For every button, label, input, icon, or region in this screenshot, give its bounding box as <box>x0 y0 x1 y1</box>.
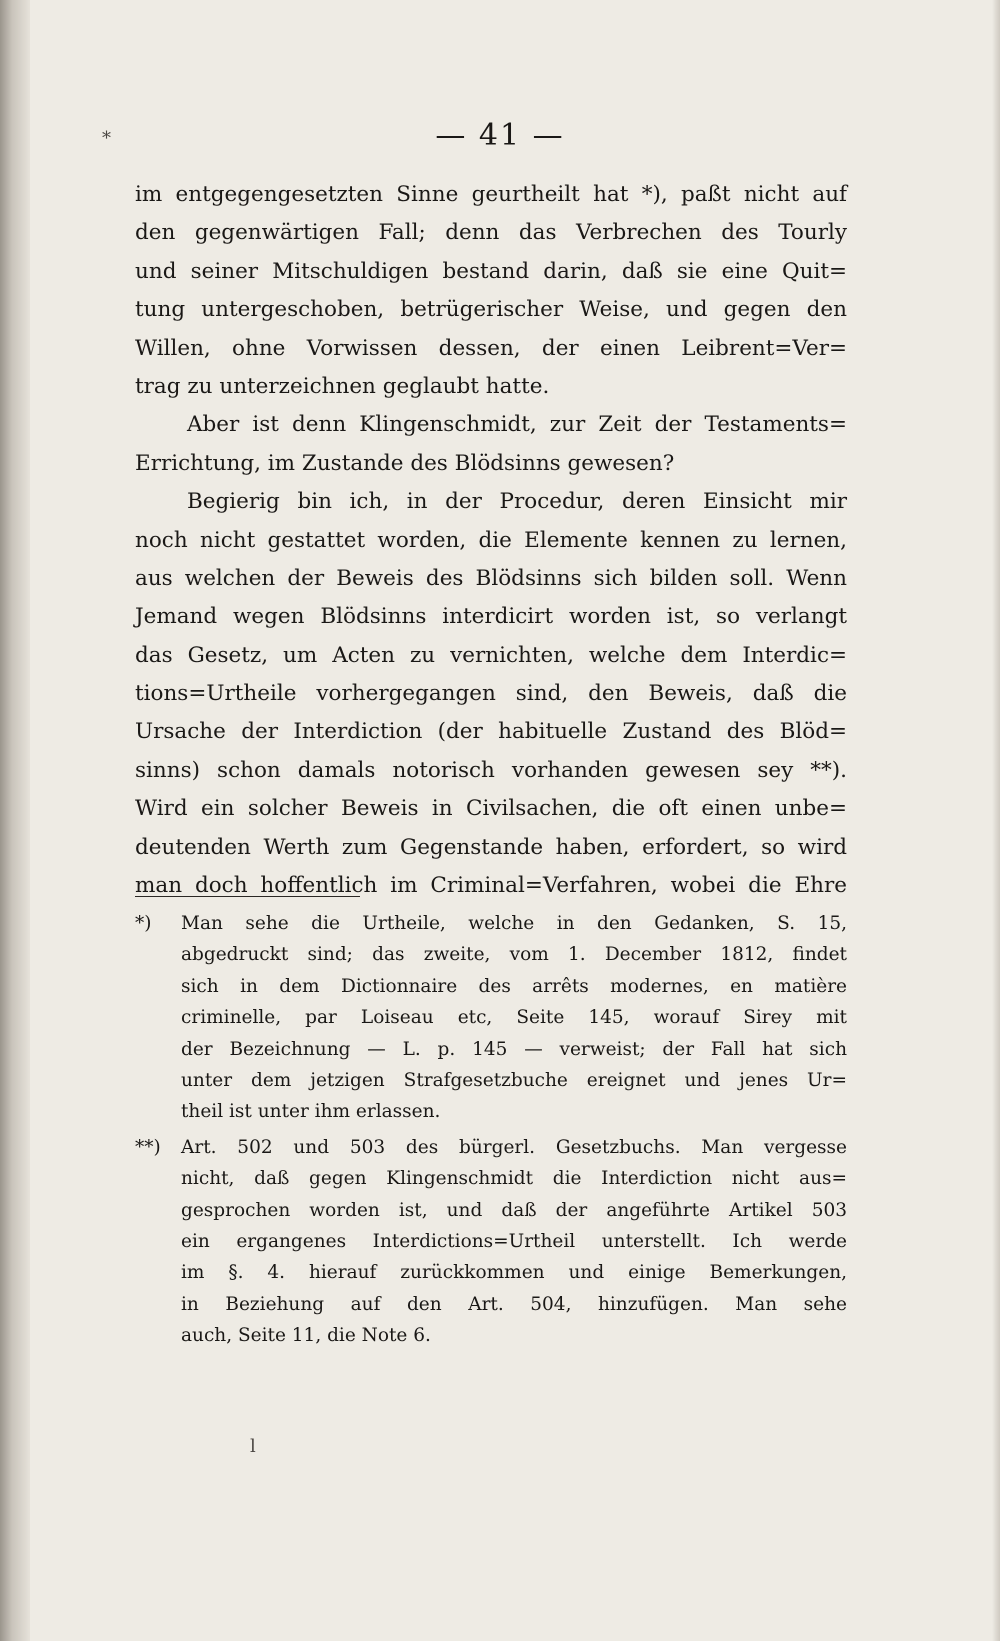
footnote-divider <box>135 896 360 897</box>
footnote-marker: **) <box>135 1136 161 1158</box>
footnote-2-line: in Beziehung auf den Art. 504, hinzufügen. Man sehe <box>181 1293 847 1315</box>
text-line: deutenden Werth zum Gegenstande haben, erfordert, so wird <box>135 834 847 860</box>
text-line: Ursache der Interdiction (der habituelle Zustand des Blöd= <box>135 719 847 745</box>
text-line: den gegenwärtigen Fall; denn das Verbrechen des Tourly <box>135 220 847 246</box>
footnote-1-line: der Bezeichnung — L. p. 145 — verweist; der Fall hat sich <box>181 1038 847 1060</box>
text-line: man doch hoffentlich im Criminal=Verfahren, wobei die Ehre <box>135 873 847 899</box>
stray-mark-top-left: * <box>102 128 111 149</box>
footnote-text: Art. 502 und 503 des bürgerl. Gesetzbuchs. Man vergesse <box>181 1136 847 1158</box>
text-line: sinns) schon damals notorisch vorhanden gewesen sey **). <box>135 757 847 783</box>
footnote-2-line: gesprochen worden ist, und daß der angeführte Artikel 503 <box>181 1199 847 1221</box>
text-line: tions=Urtheile vorhergegangen sind, den Beweis, daß die <box>135 681 847 707</box>
text-line: noch nicht gestattet worden, die Elemente kennen zu lernen, <box>135 527 847 553</box>
footnote-1-line <box>135 908 847 939</box>
footnote-1-line: theil ist unter ihm erlassen. <box>181 1101 441 1123</box>
footnote-2-line <box>135 1132 847 1163</box>
footnote-1-line: criminelle, par Loiseau etc, Seite 145, worauf Sirey mit <box>181 1007 847 1029</box>
text-line: Wird ein solcher Beweis in Civilsachen, die oft einen unbe= <box>135 796 847 822</box>
text-line: aus welchen der Beweis des Blödsinns sich bilden soll. Wenn <box>135 565 847 591</box>
text-line: das Gesetz, um Acten zu vernichten, welche dem Interdic= <box>135 642 847 668</box>
page-right-edge <box>992 0 1000 1641</box>
footnote-2-line: ein ergangenes Interdictions=Urtheil unterstellt. Ich werde <box>181 1230 847 1252</box>
footnote-2-line: im §. 4. hierauf zurückkommen und einige Bemerkungen, <box>181 1262 847 1284</box>
text-line: im entgegengesetzten Sinne geurtheilt hat *), paßt nicht auf <box>135 182 847 207</box>
footnote-2-line: auch, Seite 11, die Note 6. <box>181 1325 431 1347</box>
text-line: tung untergeschoben, betrügerischer Weise, und gegen den <box>135 297 847 323</box>
main-text <box>135 176 847 905</box>
stray-mark-bottom: l <box>250 1436 256 1457</box>
footnote-1-line: unter dem jetzigen Strafgesetzbuche ereignet und jenes Ur= <box>181 1069 847 1091</box>
footnote-1-line: abgedruckt sind; das zweite, vom 1. December 1812, findet <box>181 944 847 966</box>
footnote-1-line: sich in dem Dictionnaire des arrêts modernes, en matière <box>181 975 847 997</box>
text-line: Willen, ohne Vorwissen dessen, der einen Leibrent=Ver= <box>135 335 847 361</box>
text-line: und seiner Mitschuldigen bestand darin, daß sie eine Quit= <box>135 258 847 284</box>
text-line: trag zu unterzeichnen geglaubt hatte. <box>135 373 550 399</box>
footnote-text: Man sehe die Urtheile, welche in den Gedanken, S. 15, <box>181 913 847 934</box>
footnote-marker: *) <box>135 913 152 934</box>
footnote-2-line: nicht, daß gegen Klingenschmidt die Interdiction nicht aus= <box>181 1168 847 1190</box>
text-line: Jemand wegen Blödsinns interdicirt worden ist, so verlangt <box>135 604 847 630</box>
page-header: — 41 — <box>435 118 565 153</box>
text-line: Errichtung, im Zustande des Blödsinns gewesen? <box>135 450 675 476</box>
text-line: Begierig bin ich, in der Procedur, deren Einsicht mir <box>187 489 847 515</box>
footnotes <box>135 908 847 1351</box>
page-gutter-shadow <box>0 0 30 1641</box>
text-line: Aber ist denn Klingenschmidt, zur Zeit der Testaments= <box>187 412 847 438</box>
